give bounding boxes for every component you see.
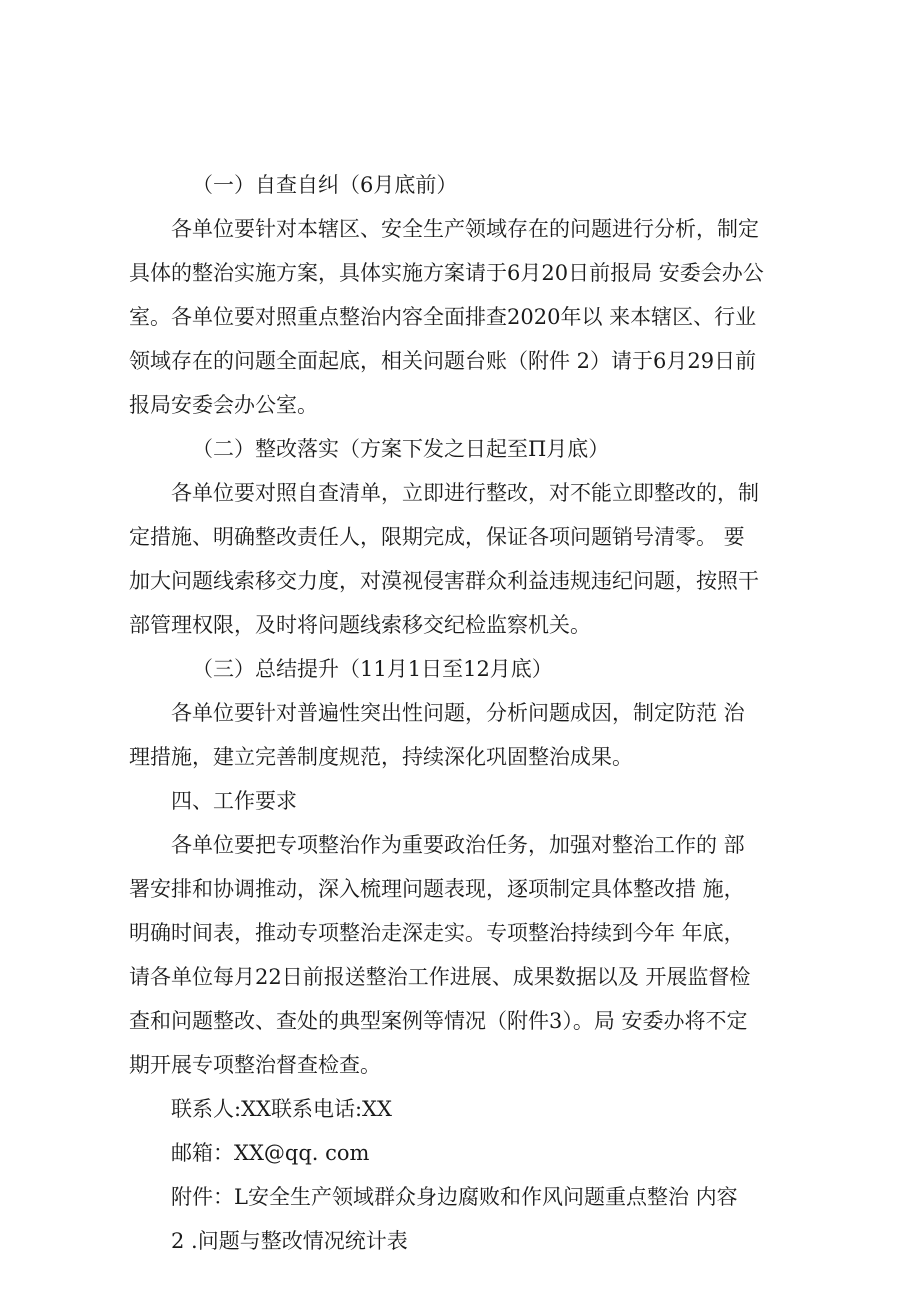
paragraph-line: 加大问题线索移交力度，对漠视侵害群众利益违规违纪问题，按照干 xyxy=(129,569,759,593)
paragraph-line: 各单位要针对普遍性突出性问题，分析问题成因，制定防范 治 xyxy=(171,701,745,725)
paragraph-line: 定措施、明确整改责任人，限期完成，保证各项问题销号清零。 要 xyxy=(129,525,745,549)
contact-line: 联系人:XX联系电话:XX xyxy=(171,1097,392,1121)
section-heading-work-requirements: 四、工作要求 xyxy=(171,789,297,813)
section-heading-rectification: （二）整改落实（方案下发之日起至Π月底） xyxy=(192,437,610,461)
paragraph-line: 请各单位每月22日前报送整治工作进展、成果数据以及 开展监督检 xyxy=(129,965,751,989)
paragraph-line: 查和问题整改、查处的典型案例等情况（附件3）。局 安委办将不定 xyxy=(129,1009,748,1033)
paragraph-line: 署安排和协调推动，深入梳理问题表现，逐项制定具体整改措 施， xyxy=(129,877,745,901)
paragraph-line: 部管理权限，及时将问题线索移交纪检监察机关。 xyxy=(129,613,591,637)
paragraph-line: 各单位要把专项整治作为重要政治任务，加强对整治工作的 部 xyxy=(171,833,745,857)
paragraph-line: 明确时间表，推动专项整治走深走实。专项整治持续到今年 年底， xyxy=(129,921,745,945)
paragraph-line: 期开展专项整治督查检查。 xyxy=(129,1053,381,1077)
paragraph-line: 各单位要对照自查清单，立即进行整改，对不能立即整改的，制 xyxy=(171,481,759,505)
paragraph-line: 各单位要针对本辖区、安全生产领域存在的问题进行分析，制定 xyxy=(171,217,759,241)
paragraph-line: 报局安委会办公室。 xyxy=(129,393,318,417)
section-heading-self-inspection: （一）自查自纠（6月底前） xyxy=(192,173,458,197)
paragraph-line: 领域存在的问题全面起底，相关问题台账（附件 2）请于6月29日前 xyxy=(129,349,757,373)
email-line: 邮箱：XX@qq. com xyxy=(171,1141,370,1165)
paragraph-line: 室。各单位要对照重点整治内容全面排查2020年以 来本辖区、行业 xyxy=(129,305,757,329)
paragraph-line: 理措施，建立完善制度规范，持续深化巩固整治成果。 xyxy=(129,745,633,769)
section-heading-summary: （三）总结提升（11月1日至12月底） xyxy=(192,657,553,681)
paragraph-line: 具体的整治实施方案，具体实施方案请于6月20日前报局 安委会办公 xyxy=(129,261,764,285)
attachment-line: 2 .问题与整改情况统计表 xyxy=(171,1229,408,1253)
attachment-line: 附件：L安全生产领域群众身边腐败和作风问题重点整治 内容 xyxy=(171,1185,738,1209)
